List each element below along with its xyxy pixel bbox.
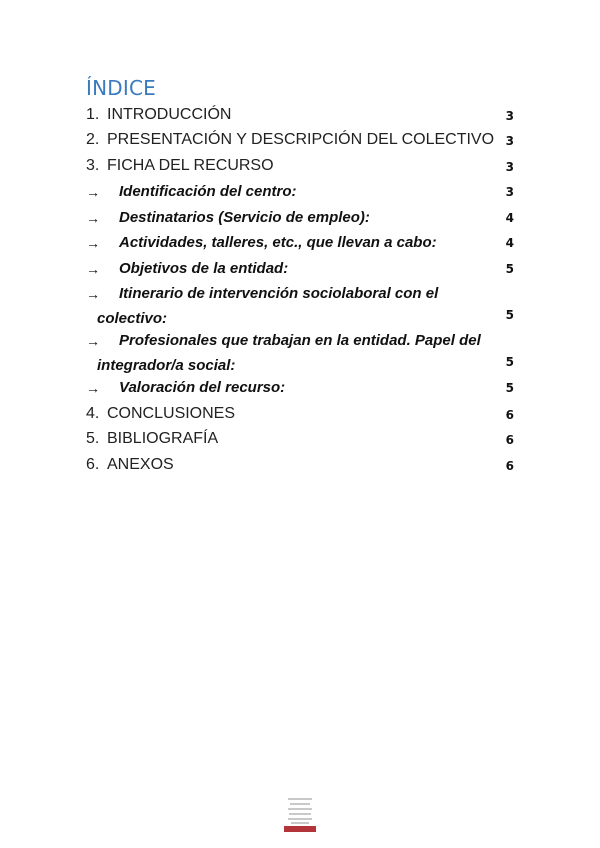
- arrow-icon: →: [86, 380, 100, 396]
- toc-label: CONCLUSIONES: [107, 405, 236, 422]
- arrow-icon: →: [86, 210, 100, 226]
- toc-number: 4.: [86, 405, 100, 422]
- toc-number: 5.: [86, 430, 100, 447]
- toc-page-number: 3: [505, 160, 514, 174]
- toc-page-number: 3: [505, 185, 514, 199]
- toc-label: Valoración del recurso:: [119, 379, 286, 396]
- toc-page-number: 6: [505, 408, 514, 422]
- toc-number: 6.: [86, 456, 100, 473]
- toc-number: 1.: [86, 106, 100, 123]
- toc-label-continuation: colectivo:: [97, 310, 168, 327]
- arrow-icon: →: [86, 333, 100, 349]
- toc-page-number: 5: [505, 381, 514, 395]
- toc-number: 3.: [86, 157, 100, 174]
- toc-label: Itinerario de intervención sociolaboral con el: [119, 285, 439, 302]
- toc-page-number: 4: [505, 211, 514, 225]
- arrow-icon: →: [86, 286, 100, 302]
- toc-page-number: 3: [505, 134, 514, 148]
- toc-label: Destinatarios (Servicio de empleo):: [119, 209, 370, 226]
- toc-page-number: 6: [505, 459, 514, 473]
- arrow-icon: →: [86, 261, 100, 277]
- institution-logo-icon: [284, 796, 316, 834]
- toc-label: ANEXOS: [107, 456, 174, 473]
- toc-label: Actividades, talleres, etc., que llevan a cabo:: [119, 234, 437, 251]
- arrow-icon: →: [86, 235, 100, 251]
- toc-label: Identificación del centro:: [119, 183, 297, 200]
- toc-page-number: 4: [505, 236, 514, 250]
- toc-label: Objetivos de la entidad:: [119, 260, 289, 277]
- toc-page-number: 3: [505, 109, 514, 123]
- toc-label: FICHA DEL RECURSO: [107, 157, 274, 174]
- toc-label: BIBLIOGRAFÍA: [107, 430, 219, 447]
- toc-label: PRESENTACIÓN Y DESCRIPCIÓN DEL COLECTIVO: [107, 131, 495, 148]
- toc-label: Profesionales que trabajan en la entidad. Papel del: [119, 332, 481, 349]
- toc-page-number: 5: [505, 308, 514, 322]
- toc-label-continuation: integrador/a social:: [97, 357, 236, 374]
- toc-number: 2.: [86, 131, 100, 148]
- toc-label: INTRODUCCIÓN: [107, 106, 232, 123]
- toc-page-number: 5: [505, 355, 514, 369]
- toc-title: ÍNDICE: [86, 76, 156, 100]
- toc-page-number: 6: [505, 433, 514, 447]
- arrow-icon: →: [86, 184, 100, 200]
- toc-page-number: 5: [505, 262, 514, 276]
